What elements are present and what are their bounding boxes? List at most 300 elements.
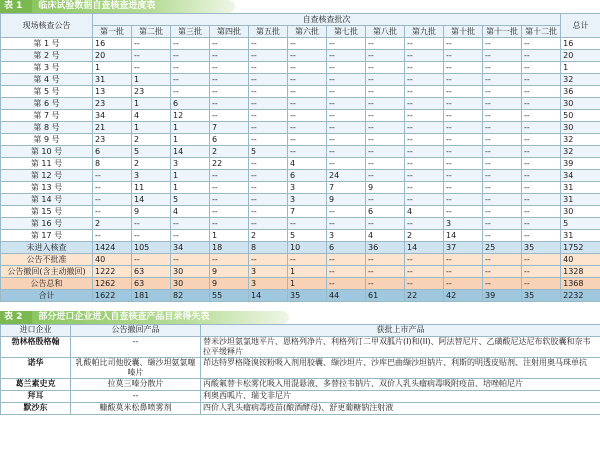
table-row <box>1 62 600 74</box>
table-cell: -- <box>483 38 522 50</box>
row-label: 第 17 号 <box>1 230 93 242</box>
table-cell: -- <box>444 266 483 278</box>
row-total: 2232 <box>561 290 600 302</box>
table-cell: 4 <box>288 158 327 170</box>
table-cell: -- <box>405 62 444 74</box>
table-cell: -- <box>249 74 288 86</box>
table-cell: -- <box>366 170 405 182</box>
table-cell: -- <box>132 230 171 242</box>
header-enterprise: 进口企业 <box>1 325 71 337</box>
table-cell: 3 <box>249 278 288 290</box>
table-cell: 1 <box>171 134 210 146</box>
table-cell: -- <box>522 134 561 146</box>
table-row <box>1 50 600 62</box>
row-total: 40 <box>561 254 600 266</box>
table-row <box>1 358 600 379</box>
table-cell: 7 <box>288 206 327 218</box>
enterprise-name: 默沙东 <box>1 403 71 415</box>
table-row <box>1 337 600 358</box>
row-label: 第 16 号 <box>1 218 93 230</box>
table-cell: -- <box>210 74 249 86</box>
table-cell: -- <box>249 134 288 146</box>
table-cell: 35 <box>288 290 327 302</box>
table-cell: -- <box>405 146 444 158</box>
table-cell: 23 <box>132 86 171 98</box>
table-cell: 23 <box>93 98 132 110</box>
table-cell: -- <box>288 62 327 74</box>
row-label: 第 2 号 <box>1 50 93 62</box>
row-total: 32 <box>561 134 600 146</box>
table-cell: -- <box>405 254 444 266</box>
table-cell: 1 <box>171 170 210 182</box>
table-cell: -- <box>288 134 327 146</box>
table-cell: -- <box>249 122 288 134</box>
table-cell: 1 <box>132 74 171 86</box>
row-total: 1328 <box>561 266 600 278</box>
table-cell: 7 <box>327 182 366 194</box>
table-row <box>1 122 600 134</box>
row-total: 31 <box>561 230 600 242</box>
table-cell: -- <box>366 62 405 74</box>
table-cell: -- <box>366 110 405 122</box>
table-cell: 9 <box>210 266 249 278</box>
table-cell: 1222 <box>93 266 132 278</box>
table-cell: 1 <box>132 98 171 110</box>
header-batch-group: 自查核查批次 <box>93 14 561 26</box>
table-cell: -- <box>444 134 483 146</box>
row-total: 30 <box>561 206 600 218</box>
table-cell: 21 <box>93 122 132 134</box>
table-cell: 1622 <box>93 290 132 302</box>
table2-number: 表 2 <box>0 311 32 324</box>
table-cell: 5 <box>132 146 171 158</box>
table-cell: -- <box>444 170 483 182</box>
table-cell: -- <box>522 194 561 206</box>
table-cell: -- <box>366 74 405 86</box>
batch-header: 第四批 <box>210 26 249 38</box>
table-cell: -- <box>327 62 366 74</box>
table-cell: -- <box>483 230 522 242</box>
batch-header: 第十批 <box>444 26 483 38</box>
row-total: 36 <box>561 86 600 98</box>
table-cell: -- <box>327 74 366 86</box>
table-row <box>1 290 600 302</box>
table-cell: 105 <box>132 242 171 254</box>
table-cell: -- <box>522 98 561 110</box>
table-cell: -- <box>288 146 327 158</box>
table-cell: -- <box>249 98 288 110</box>
table-cell: 3 <box>327 230 366 242</box>
table-cell: -- <box>483 110 522 122</box>
table-cell: 1 <box>171 122 210 134</box>
table-cell: -- <box>483 50 522 62</box>
row-label: 合计 <box>1 290 93 302</box>
approved-products: 替米沙坦氨氯地平片、恩格列净片、利格列汀二甲双胍片(I)和(II)、阿法替尼片、乙磺酸尼达尼布软胶囊和奈韦拉平缓释片 <box>201 337 600 358</box>
table-cell: -- <box>249 182 288 194</box>
table-cell: -- <box>171 74 210 86</box>
table-cell: -- <box>444 254 483 266</box>
table-cell: 8 <box>249 242 288 254</box>
table-cell: -- <box>171 50 210 62</box>
table-row <box>1 242 600 254</box>
table-cell: -- <box>210 98 249 110</box>
table-cell: -- <box>132 50 171 62</box>
table-cell: 14 <box>249 290 288 302</box>
table-cell: 30 <box>171 266 210 278</box>
table-cell: 9 <box>327 194 366 206</box>
table-row <box>1 182 600 194</box>
table-row <box>1 206 600 218</box>
table-cell: -- <box>522 218 561 230</box>
table-cell: -- <box>444 74 483 86</box>
table-cell: -- <box>405 170 444 182</box>
table-cell: -- <box>522 230 561 242</box>
table-row <box>1 158 600 170</box>
withdrawn-products: -- <box>71 391 201 403</box>
table-cell: -- <box>171 254 210 266</box>
table-cell: 4 <box>132 110 171 122</box>
table-cell: 3 <box>171 158 210 170</box>
table-cell: -- <box>288 218 327 230</box>
table-cell: -- <box>405 218 444 230</box>
table-cell: 18 <box>210 242 249 254</box>
table-cell: 20 <box>93 50 132 62</box>
table-row <box>1 170 600 182</box>
table-cell: 9 <box>210 278 249 290</box>
table-row <box>1 98 600 110</box>
table-cell: 34 <box>171 242 210 254</box>
table-cell: -- <box>327 134 366 146</box>
table-cell: 36 <box>366 242 405 254</box>
table-cell: -- <box>327 146 366 158</box>
table-cell: -- <box>444 86 483 98</box>
table-cell: 12 <box>171 110 210 122</box>
table1-title-bar <box>0 0 600 13</box>
table-cell: -- <box>483 98 522 110</box>
table-cell: 5 <box>249 146 288 158</box>
table-cell: -- <box>210 218 249 230</box>
table-cell: 2 <box>132 134 171 146</box>
table-cell: 63 <box>132 266 171 278</box>
table-cell: 14 <box>132 194 171 206</box>
table-cell: -- <box>444 146 483 158</box>
row-label: 第 10 号 <box>1 146 93 158</box>
table-cell: 6 <box>171 98 210 110</box>
table-cell: -- <box>522 50 561 62</box>
approved-products: 茚达特罗格隆溴铵粉吸入剂用胶囊、缬沙坦片、沙库巴曲缬沙坦钠片、利斯的明透皮贴剂、注射用奥马珠单抗 <box>201 358 600 379</box>
table-cell: -- <box>171 230 210 242</box>
table-cell: -- <box>483 62 522 74</box>
table-cell: 1 <box>288 266 327 278</box>
table-cell: -- <box>522 206 561 218</box>
table-cell: -- <box>327 218 366 230</box>
table-cell: 22 <box>405 290 444 302</box>
table-cell: 1 <box>288 278 327 290</box>
table-cell: -- <box>444 158 483 170</box>
table-cell: -- <box>483 194 522 206</box>
table-cell: -- <box>93 194 132 206</box>
table-row <box>1 230 600 242</box>
table-cell: 1 <box>210 230 249 242</box>
table1-number: 表 1 <box>0 0 32 13</box>
table-cell: -- <box>483 134 522 146</box>
table-row <box>1 194 600 206</box>
row-label: 第 14 号 <box>1 194 93 206</box>
table-cell: 13 <box>93 86 132 98</box>
approved-products: 四价人乳头瘤病毒疫苗(酿酒酵母)、舒更葡糖钠注射液 <box>201 403 600 415</box>
table-cell: -- <box>444 62 483 74</box>
table-cell: -- <box>405 98 444 110</box>
table-cell: -- <box>327 254 366 266</box>
table-cell: 1 <box>132 122 171 134</box>
table-cell: -- <box>249 170 288 182</box>
progress-table-body <box>1 38 600 302</box>
table-cell: -- <box>171 86 210 98</box>
table-cell: -- <box>210 110 249 122</box>
table-row <box>1 38 600 50</box>
batch-header: 第二批 <box>132 26 171 38</box>
table-cell: 55 <box>210 290 249 302</box>
table-cell: -- <box>249 62 288 74</box>
table-cell: -- <box>366 194 405 206</box>
table-cell: 2 <box>132 158 171 170</box>
header-announce: 现场核查公告 <box>1 14 93 38</box>
batch-header: 第七批 <box>327 26 366 38</box>
table-cell: 2 <box>405 230 444 242</box>
table-cell: -- <box>327 278 366 290</box>
table-cell: -- <box>93 230 132 242</box>
row-label: 第 8 号 <box>1 122 93 134</box>
table-cell: 7 <box>210 122 249 134</box>
table-cell: -- <box>366 146 405 158</box>
table-row <box>1 146 600 158</box>
table-cell: -- <box>444 38 483 50</box>
table-cell: 24 <box>327 170 366 182</box>
table-cell: 3 <box>249 266 288 278</box>
enterprise-table-body <box>1 337 600 415</box>
table-cell: 37 <box>444 242 483 254</box>
row-total: 34 <box>561 170 600 182</box>
row-label: 公告撤回(含主动撤回) <box>1 266 93 278</box>
table-cell: -- <box>210 50 249 62</box>
withdrawn-products: -- <box>71 337 201 358</box>
row-total: 30 <box>561 122 600 134</box>
table-cell: -- <box>405 122 444 134</box>
table-cell: -- <box>405 38 444 50</box>
table-cell: 5 <box>288 230 327 242</box>
table-cell: 3 <box>132 170 171 182</box>
table1-title: 临床试验数据自查核查进度表 <box>32 0 235 13</box>
table-cell: -- <box>522 62 561 74</box>
table-cell: -- <box>444 122 483 134</box>
table-cell: 23 <box>93 134 132 146</box>
table-cell: -- <box>522 86 561 98</box>
withdrawn-products: 糠酸莫米松鼻喷雾剂 <box>71 403 201 415</box>
table-cell: 14 <box>444 230 483 242</box>
table-cell: -- <box>171 62 210 74</box>
table-cell: -- <box>444 110 483 122</box>
table-cell: 2 <box>249 230 288 242</box>
batch-header: 第五批 <box>249 26 288 38</box>
table-cell: -- <box>249 254 288 266</box>
row-total: 30 <box>561 98 600 110</box>
table-cell: -- <box>93 182 132 194</box>
table-cell: -- <box>366 278 405 290</box>
table-cell: -- <box>522 74 561 86</box>
table-cell: -- <box>249 110 288 122</box>
table-cell: -- <box>210 194 249 206</box>
row-total: 39 <box>561 158 600 170</box>
row-label: 第 12 号 <box>1 170 93 182</box>
row-total: 20 <box>561 50 600 62</box>
table-row <box>1 379 600 391</box>
table-cell: -- <box>483 86 522 98</box>
table-cell: 6 <box>210 134 249 146</box>
table-cell: -- <box>483 158 522 170</box>
row-total: 16 <box>561 38 600 50</box>
table-cell: -- <box>483 218 522 230</box>
table-cell: 22 <box>210 158 249 170</box>
row-total: 31 <box>561 194 600 206</box>
row-label: 未进入核查 <box>1 242 93 254</box>
table-cell: -- <box>366 266 405 278</box>
table-cell: 6 <box>93 146 132 158</box>
table-cell: -- <box>483 254 522 266</box>
table-cell: -- <box>444 278 483 290</box>
table-cell: 4 <box>405 206 444 218</box>
table-row <box>1 218 600 230</box>
row-label: 第 1 号 <box>1 38 93 50</box>
table-cell: -- <box>93 170 132 182</box>
table-cell: -- <box>249 218 288 230</box>
table-row <box>1 266 600 278</box>
table-cell: 1 <box>93 62 132 74</box>
row-label: 公告不批准 <box>1 254 93 266</box>
row-total: 50 <box>561 110 600 122</box>
row-label: 第 11 号 <box>1 158 93 170</box>
table-cell: -- <box>210 170 249 182</box>
row-total: 1 <box>561 62 600 74</box>
table-cell: 3 <box>444 218 483 230</box>
table-cell: 3 <box>288 182 327 194</box>
table-cell: 6 <box>288 170 327 182</box>
table-cell: -- <box>249 86 288 98</box>
enterprise-name: 诺华 <box>1 358 71 379</box>
withdrawn-products: 拉莫三嗪分散片 <box>71 379 201 391</box>
table-cell: -- <box>132 62 171 74</box>
table-cell: -- <box>483 278 522 290</box>
table-cell: -- <box>483 74 522 86</box>
table-row <box>1 86 600 98</box>
table-cell: 14 <box>405 242 444 254</box>
table-cell: -- <box>405 110 444 122</box>
table-cell: -- <box>366 98 405 110</box>
table-cell: 40 <box>93 254 132 266</box>
table-cell: -- <box>210 86 249 98</box>
table-cell: 25 <box>483 242 522 254</box>
table-cell: 35 <box>522 242 561 254</box>
table-cell: 42 <box>444 290 483 302</box>
table-cell: -- <box>327 122 366 134</box>
row-label: 第 5 号 <box>1 86 93 98</box>
table-cell: -- <box>327 98 366 110</box>
header-approved: 获批上市产品 <box>201 325 600 337</box>
table-cell: -- <box>249 38 288 50</box>
row-label: 第 7 号 <box>1 110 93 122</box>
header-announced-withdrawn: 公告撤回产品 <box>71 325 201 337</box>
table-cell: -- <box>366 158 405 170</box>
table-cell: -- <box>132 218 171 230</box>
table-cell: -- <box>288 254 327 266</box>
row-total: 32 <box>561 146 600 158</box>
row-label: 第 13 号 <box>1 182 93 194</box>
table-cell: -- <box>93 206 132 218</box>
table-cell: -- <box>405 50 444 62</box>
table-cell: -- <box>288 86 327 98</box>
table-cell: -- <box>444 182 483 194</box>
row-total: 31 <box>561 182 600 194</box>
row-total: 5 <box>561 218 600 230</box>
table-cell: -- <box>522 38 561 50</box>
table-cell: -- <box>366 218 405 230</box>
table-cell: -- <box>288 122 327 134</box>
table-cell: -- <box>405 194 444 206</box>
enterprise-name: 葛兰素史克 <box>1 379 71 391</box>
table-cell: -- <box>366 38 405 50</box>
table-cell: -- <box>366 134 405 146</box>
table-cell: 4 <box>171 206 210 218</box>
row-total: 1752 <box>561 242 600 254</box>
table-cell: 44 <box>327 290 366 302</box>
table-cell: -- <box>522 254 561 266</box>
table-cell: 1424 <box>93 242 132 254</box>
table-cell: 2 <box>93 218 132 230</box>
table-cell: 9 <box>366 182 405 194</box>
table-cell: -- <box>483 206 522 218</box>
table2-title-bar <box>0 311 600 324</box>
table-cell: -- <box>132 38 171 50</box>
table-cell: 39 <box>483 290 522 302</box>
table-cell: -- <box>210 206 249 218</box>
table-cell: -- <box>327 110 366 122</box>
withdrawn-products: 乳酸帕比司他胶囊、缬沙坦氨氯噻嗪片 <box>71 358 201 379</box>
table-cell: -- <box>483 182 522 194</box>
table-cell: -- <box>171 38 210 50</box>
table-cell: -- <box>483 266 522 278</box>
row-label: 公告总和 <box>1 278 93 290</box>
table-cell: -- <box>210 182 249 194</box>
table-cell: 30 <box>171 278 210 290</box>
table-cell: 11 <box>132 182 171 194</box>
table-cell: -- <box>444 194 483 206</box>
table-row <box>1 391 600 403</box>
table-cell: -- <box>210 62 249 74</box>
table-cell: 3 <box>288 194 327 206</box>
row-label: 第 4 号 <box>1 74 93 86</box>
table-cell: -- <box>366 50 405 62</box>
table-cell: -- <box>522 110 561 122</box>
table-cell: 6 <box>327 242 366 254</box>
table-cell: -- <box>522 170 561 182</box>
table-cell: 4 <box>366 230 405 242</box>
table-cell: 61 <box>366 290 405 302</box>
row-label: 第 6 号 <box>1 98 93 110</box>
table-cell: -- <box>522 266 561 278</box>
table-cell: 5 <box>171 194 210 206</box>
table-cell: -- <box>327 86 366 98</box>
table-row <box>1 110 600 122</box>
row-label: 第 15 号 <box>1 206 93 218</box>
